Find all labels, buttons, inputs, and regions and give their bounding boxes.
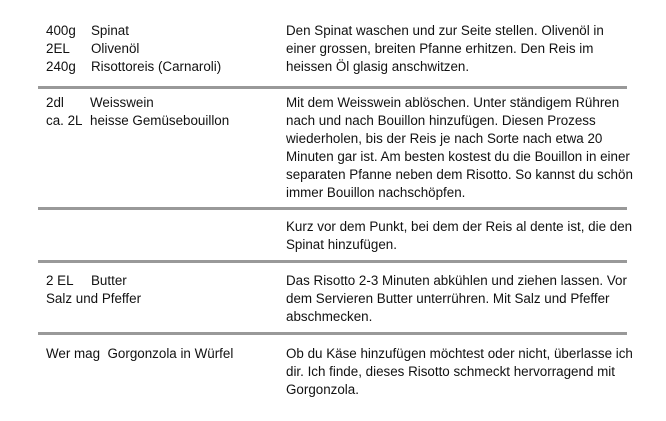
instruction-text: Das Risotto 2-3 Minuten abkühlen und ziehen lassen. Vor dem Servieren Butter unterrühren. Mit Salz und Pfeffer abschmecken. (286, 273, 627, 324)
ingredient-quantity: 2 EL (46, 273, 74, 288)
instruction-text: Mit dem Weisswein ablöschen. Unter ständigem Rühren nach und nach Bouillon hinzufügen. Diesen Prozess wiederholen, bis der Reis je nach Sorte nach etwa 20 Minuten gar ist. Am besten kostest du die Bouillon in einer separaten Pfanne neben dem Risotto. So kannst du schön immer Bouillon nachschöpfen. (286, 95, 633, 200)
ingredient-name: Wer mag Gorgonzola in Würfel (46, 346, 234, 361)
ingredient-name: Salz und Pfeffer (46, 291, 142, 306)
ingredient-row (46, 22, 271, 40)
ingredient-name: Weisswein (90, 95, 154, 110)
section-divider (38, 207, 627, 210)
ingredient-list (46, 345, 271, 363)
ingredient-quantity: 240g (46, 59, 76, 74)
ingredient-name: Butter (91, 273, 127, 288)
ingredient-name: Spinat (91, 23, 129, 38)
instruction-text: Den Spinat waschen und zur Seite stellen. Olivenöl in einer grossen, breiten Pfanne erhitzen. Den Reis im heissen Öl glasig anschwitzen. (286, 23, 604, 74)
section-divider (38, 86, 627, 89)
ingredient-row (46, 40, 271, 58)
section-divider (38, 260, 627, 263)
ingredient-name: heisse Gemüsebouillon (90, 113, 230, 128)
ingredient-quantity: 2EL (46, 41, 70, 56)
ingredient-name: Olivenöl (91, 41, 140, 56)
ingredient-name: Risottoreis (Carnaroli) (91, 59, 222, 74)
ingredient-quantity: 2dl (46, 95, 64, 110)
ingredient-list (46, 94, 271, 130)
ingredient-row (46, 345, 271, 363)
ingredient-row (46, 58, 271, 76)
instruction-text: Kurz vor dem Punkt, bei dem der Reis al dente ist, die den Spinat hinzufügen. (286, 219, 633, 252)
ingredient-row (46, 94, 271, 112)
section-divider (38, 332, 627, 335)
ingredient-row (46, 290, 271, 308)
ingredient-list (46, 22, 271, 76)
instruction-text: Ob du Käse hinzufügen möchtest oder nicht, überlasse ich dir. Ich finde, dieses Risotto schmeckt hervorragend mit Gorgonzola. (286, 346, 633, 397)
ingredient-list (46, 272, 271, 308)
ingredient-quantity: 400g (46, 23, 76, 38)
ingredient-quantity: ca. 2L (46, 113, 83, 128)
ingredient-row (46, 112, 271, 130)
ingredient-row (46, 272, 271, 290)
